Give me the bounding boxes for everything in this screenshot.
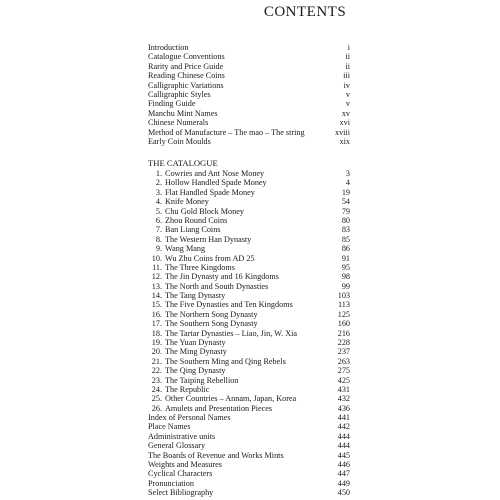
entry-page-number: 275 [337, 366, 350, 376]
entry-page-number: 432 [337, 394, 350, 404]
entry-number: 20. [151, 347, 162, 357]
toc-entry [148, 422, 350, 431]
toc-entry [148, 216, 350, 225]
entry-page-number: 444 [337, 431, 350, 441]
toc-entry [148, 366, 350, 375]
entry-page-number: 86 [341, 244, 350, 254]
toc-entry [148, 357, 350, 366]
entry-title: Cowries and Ant Nose Money [165, 169, 265, 178]
entry-title: Wu Zhu Coins from AD 25 [165, 253, 255, 263]
entry-number: 7. [155, 225, 162, 235]
toc-entry [148, 319, 350, 328]
entry-number: 19. [151, 338, 162, 348]
entry-title: The Qing Dynasty [165, 366, 226, 376]
entry-number: 18. [151, 328, 162, 338]
entry-title: Amulets and Presentation Pieces [165, 403, 273, 413]
entry-title: The Boards of Revenue and Works Mints [148, 450, 284, 460]
entry-title: The Ming Dynasty [165, 347, 227, 357]
toc-entry [148, 43, 350, 52]
toc-entry [148, 71, 350, 80]
toc-entry [148, 300, 350, 309]
toc-entry [148, 479, 350, 488]
entry-title: The Three Kingdoms [165, 262, 235, 272]
entry-number: 9. [155, 244, 162, 254]
entry-title: General Glossary [148, 441, 206, 451]
entry-title: Flat Handled Spade Money [165, 187, 255, 197]
entry-title: The Jin Dynasty and 16 Kingdoms [165, 272, 279, 282]
toc-entry [148, 235, 350, 244]
entry-number: 12. [151, 272, 162, 282]
entry-page-number: 160 [337, 319, 350, 329]
page-title: CONTENTS [263, 4, 347, 20]
toc-entry [148, 90, 350, 99]
entry-number: 2. [155, 178, 162, 188]
entry-page-number: ii [345, 52, 350, 62]
entry-page-number: 98 [341, 272, 350, 282]
entry-number: 17. [151, 319, 162, 329]
entry-number: 16. [151, 309, 162, 319]
entry-title: The Tartar Dynasties – Liao, Jin, W. Xia [165, 328, 298, 338]
entry-page-number: 441 [337, 413, 350, 422]
catalogue-items [148, 169, 350, 413]
entry-number: 1. [155, 169, 162, 178]
entry-page-number: ii [345, 61, 350, 71]
catalogue-heading: THE CATALOGUE [148, 158, 218, 168]
entry-title: Wang Mang [165, 244, 206, 254]
entry-title: Calligraphic Styles [148, 89, 211, 99]
entry-page-number: 444 [337, 441, 350, 451]
toc-entry [148, 137, 350, 146]
entry-number: 10. [151, 253, 162, 263]
entry-number: 14. [151, 291, 162, 301]
entry-title: Rarity and Price Guide [148, 61, 224, 71]
entry-page-number: 113 [338, 300, 350, 310]
entry-page-number: 85 [341, 234, 350, 244]
entry-title: The Southern Ming and Qing Rebels [165, 356, 286, 366]
entry-page-number: 19 [341, 187, 350, 197]
entry-page-number: 99 [341, 281, 350, 291]
entry-title: Introduction [148, 43, 189, 52]
entry-title: Hollow Handled Spade Money [165, 178, 267, 188]
toc-entry [148, 244, 350, 253]
entry-title: Administrative units [148, 431, 216, 441]
toc-entry [148, 291, 350, 300]
back-matter-list [148, 413, 350, 498]
entry-page-number: 449 [337, 478, 350, 488]
catalogue-list [148, 158, 350, 413]
entry-page-number: 54 [341, 197, 350, 207]
toc-entry [148, 376, 350, 385]
entry-title: Cyclical Characters [148, 469, 213, 479]
toc-entry [148, 310, 350, 319]
entry-title: The Five Dynasties and Ten Kingdoms [165, 300, 293, 310]
entry-title: The Northern Song Dynasty [165, 309, 258, 319]
entry-title: Chu Gold Block Money [165, 206, 244, 216]
toc-entry [148, 469, 350, 478]
toc-entry [148, 413, 350, 422]
entry-page-number: xviii [334, 127, 350, 137]
entry-title: The Tang Dynasty [165, 291, 226, 301]
toc-entry [148, 207, 350, 216]
toc-entry [148, 52, 350, 61]
entry-page-number: xix [339, 136, 350, 146]
entry-page-number: 125 [337, 309, 350, 319]
toc-entry [148, 169, 350, 178]
entry-page-number: i [347, 43, 350, 52]
entry-number: 22. [151, 366, 162, 376]
entry-page-number: 263 [337, 356, 350, 366]
entry-page-number: 3 [345, 169, 350, 178]
toc-entry [148, 460, 350, 469]
entry-page-number: 425 [337, 375, 350, 385]
entry-number: 15. [151, 300, 162, 310]
toc-entry [148, 118, 350, 127]
entry-title: Chinese Numerals [148, 118, 209, 128]
toc-entry [148, 338, 350, 347]
entry-title: The Yuan Dynasty [165, 338, 226, 348]
entry-number: 13. [151, 281, 162, 291]
entry-title: Reading Chinese Coins [148, 71, 225, 81]
toc-entry [148, 441, 350, 450]
entry-title: Weights and Measures [148, 459, 222, 469]
entry-title: Other Countries – Annam, Japan, Korea [165, 394, 297, 404]
toc-entry [148, 404, 350, 413]
front-matter-list [148, 43, 350, 146]
toc-entry [148, 81, 350, 90]
entry-title: Zhou Round Coins [165, 215, 228, 225]
entry-title: Index of Personal Names [148, 413, 231, 422]
entry-title: Method of Manufacture – The mao – The string [148, 127, 305, 137]
toc-entry [148, 282, 350, 291]
entry-number: 3. [155, 187, 162, 197]
toc-entry [148, 99, 350, 108]
entry-title: Finding Guide [148, 99, 196, 109]
entry-title: The Republic [165, 384, 210, 394]
toc-entry [148, 432, 350, 441]
entry-page-number: 103 [337, 291, 350, 301]
entry-number: 6. [155, 215, 162, 225]
entry-number: 8. [155, 234, 162, 244]
entry-number: 4. [155, 197, 162, 207]
toc-entry [148, 62, 350, 71]
entry-title: The Taiping Rebellion [165, 375, 239, 385]
entry-number: 5. [155, 206, 162, 216]
toc-entry [148, 254, 350, 263]
entry-page-number: 237 [337, 347, 350, 357]
entry-title: The Western Han Dynasty [165, 234, 252, 244]
entry-title: Manchu Mint Names [148, 108, 218, 118]
entry-page-number: 79 [341, 206, 350, 216]
entry-page-number: 91 [341, 253, 350, 263]
entry-page-number: 431 [337, 384, 350, 394]
toc-entry [148, 128, 350, 137]
entry-number: 23. [151, 375, 162, 385]
toc-entry [148, 451, 350, 460]
entry-page-number: 446 [337, 459, 350, 469]
toc-entry [148, 225, 350, 234]
entry-number: 11. [152, 262, 162, 272]
entry-page-number: 442 [337, 422, 350, 432]
toc-entry [148, 188, 350, 197]
entry-title: Early Coin Moulds [148, 136, 211, 146]
entry-page-number: iii [343, 71, 350, 81]
toc-entry [148, 329, 350, 338]
entry-page-number: 445 [337, 450, 350, 460]
entry-page-number: 80 [341, 215, 350, 225]
entry-title: Catalogue Conventions [148, 52, 225, 62]
entry-page-number: 228 [337, 338, 350, 348]
entry-title: Ban Liang Coins [165, 225, 221, 235]
entry-page-number: 4 [345, 178, 350, 188]
entry-title: Knife Money [165, 197, 209, 207]
entry-page-number: 447 [337, 469, 350, 479]
toc-entry [148, 178, 350, 187]
entry-page-number: 450 [337, 488, 350, 498]
entry-page-number: v [345, 89, 350, 99]
toc-entry [148, 488, 350, 497]
toc-entry [148, 272, 350, 281]
entry-number: 21. [151, 356, 162, 366]
entry-title: The Southern Song Dynasty [165, 319, 258, 329]
toc-entry [148, 394, 350, 403]
toc-entry [148, 385, 350, 394]
entry-title: The North and South Dynasties [165, 281, 269, 291]
entry-page-number: 216 [337, 328, 350, 338]
entry-page-number: v [345, 99, 350, 109]
toc-entry [148, 109, 350, 118]
entry-page-number: 83 [341, 225, 350, 235]
entry-page-number: xvi [339, 118, 350, 128]
entry-page-number: 436 [337, 403, 350, 413]
toc-entry [148, 347, 350, 356]
toc-entry [148, 263, 350, 272]
toc-entry [148, 197, 350, 206]
entry-number: 24. [151, 384, 162, 394]
entry-page-number: 95 [341, 262, 350, 272]
entry-title: Pronunciation [148, 478, 194, 488]
entry-title: Calligraphic Variations [148, 80, 224, 90]
entry-number: 26. [151, 403, 162, 413]
entry-page-number: xv [341, 108, 350, 118]
entry-title: Place Names [148, 422, 191, 432]
entry-title: Select Bibliography [148, 488, 214, 498]
entry-page-number: iv [343, 80, 350, 90]
entry-number: 25. [151, 394, 162, 404]
